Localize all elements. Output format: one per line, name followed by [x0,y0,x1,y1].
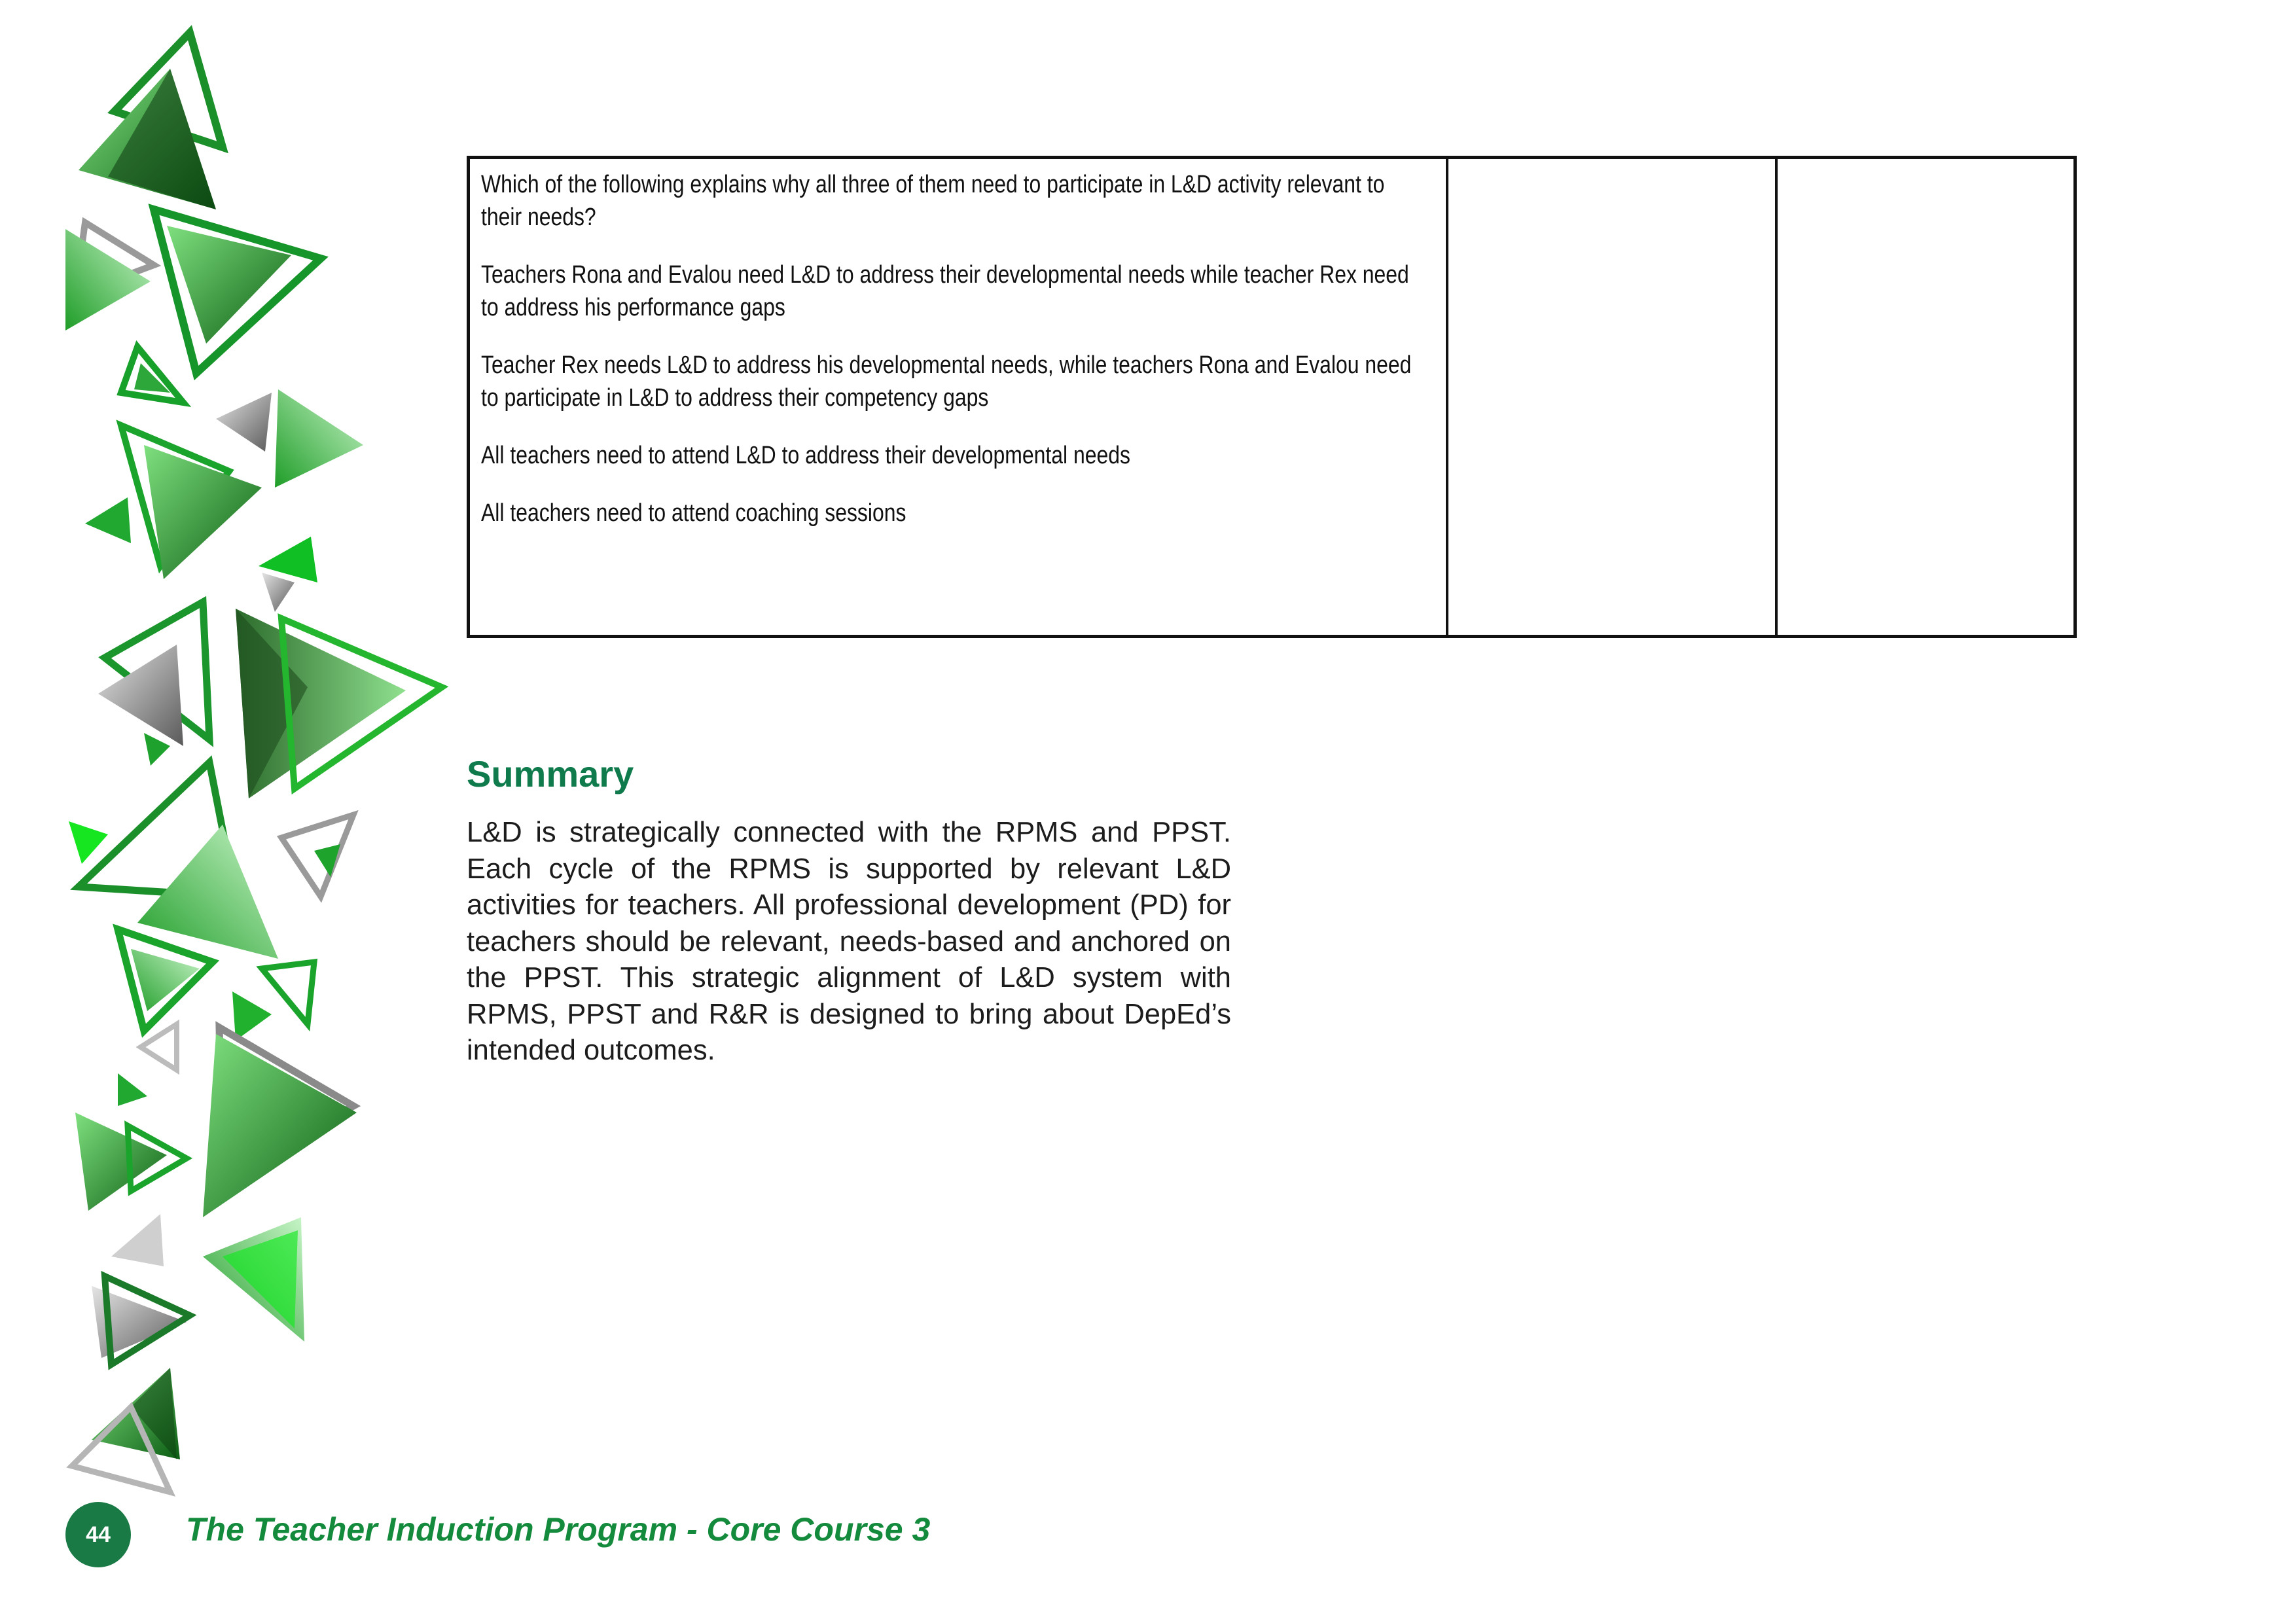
empty-answer-cell [1448,159,1778,635]
empty-answer-cell [1778,159,2073,635]
option-text: All teachers need to attend coaching sessions [481,499,906,527]
page-number: 44 [86,1522,111,1547]
question-table [467,156,2077,638]
option-text: Teachers Rona and Evalou need L&D to address their developmental needs while teacher Rex need to address his performance gaps [481,261,1409,321]
option-text: All teachers need to attend L&D to address their developmental needs [481,442,1130,469]
option-text: Teacher Rex needs L&D to address his developmental needs, while teachers Rona and Evalou need to participate in L&D to address their competency gaps [481,351,1412,412]
question-text: Which of the following explains why all three of them need to participate in L&D activity relevant to their needs? [481,171,1385,231]
footer-title: The Teacher Induction Program - Core Course 3 [186,1511,931,1548]
summary-heading: Summary [467,753,634,794]
triangle-decoration [0,0,497,1623]
page-number-badge [65,1502,131,1567]
question-cell [470,159,1448,635]
summary-paragraph: L&D is strategically connected with the RPMS and PPST. Each cycle of the RPMS is supported by relevant L&D activities for teachers. All professional development (PD) for teachers should be relevant, needs-based and anchored on the PPST. This strategic alignment of L&D system with RPMS, PPST and R&R is designed to bring about DepEd’s intended outcomes. [467,817,1231,1066]
